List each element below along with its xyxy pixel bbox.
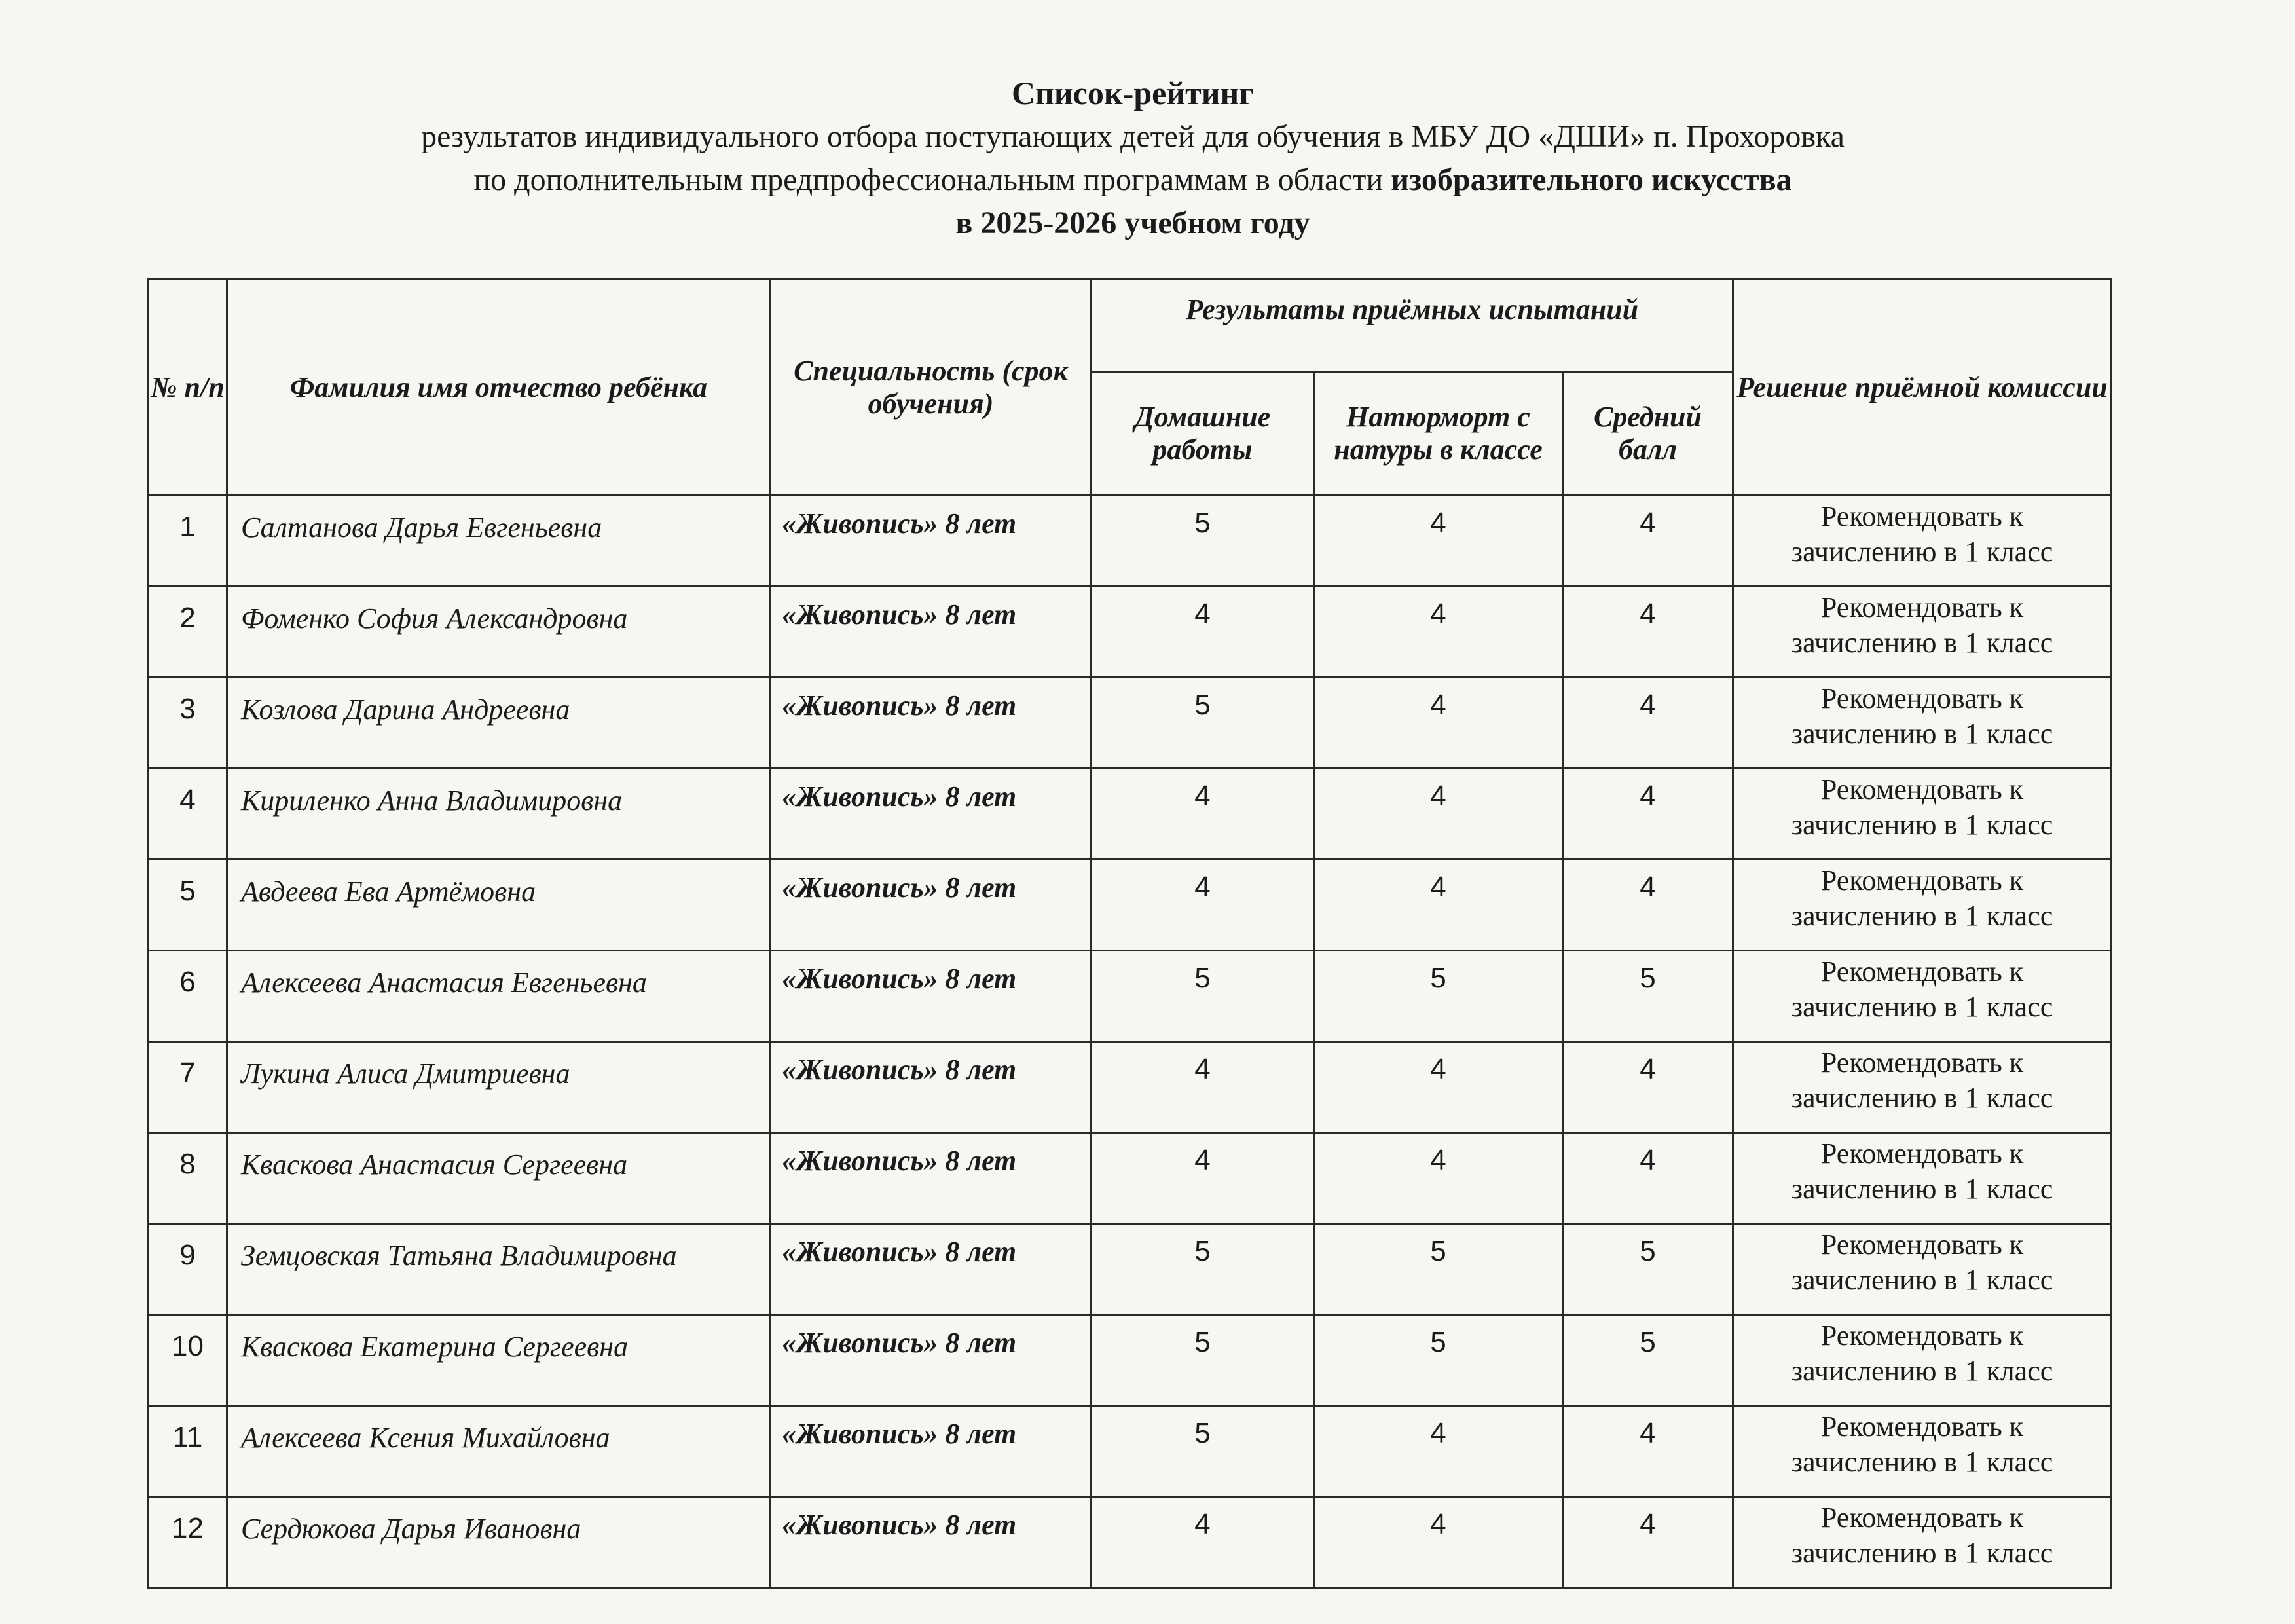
decision-line-1: Рекомендовать к — [1820, 864, 2024, 896]
heading-line-2-bold: изобразительного искусства — [1391, 162, 1792, 197]
header-name: Фамилия имя отчество ребёнка — [227, 280, 771, 496]
header-decision: Решение приёмной комиссии — [1733, 280, 2112, 496]
decision-line-1: Рекомендовать к — [1820, 1137, 2024, 1170]
cell-average: 4 — [1563, 587, 1733, 678]
cell-specialty: «Живопись» 8 лет — [771, 1315, 1092, 1406]
cell-name: Салтанова Дарья Евгеньевна — [227, 496, 771, 587]
cell-homework: 4 — [1092, 1042, 1314, 1133]
decision-line-1: Рекомендовать к — [1820, 1320, 2024, 1352]
cell-num: 11 — [149, 1406, 227, 1497]
cell-specialty: «Живопись» 8 лет — [771, 769, 1092, 860]
cell-average: 4 — [1563, 860, 1733, 951]
decision-line-2: зачислению в 1 класс — [1791, 1173, 2053, 1205]
decision-line-1: Рекомендовать к — [1820, 773, 2024, 805]
cell-num: 5 — [149, 860, 227, 951]
cell-still-life: 4 — [1314, 769, 1563, 860]
document-title: Список-рейтинг — [1011, 75, 1255, 111]
cell-name: Козлова Дарина Андреевна — [227, 678, 771, 769]
header-results: Результаты приёмных испытаний — [1092, 280, 1733, 372]
cell-homework: 4 — [1092, 860, 1314, 951]
cell-name: Земцовская Татьяна Владимировна — [227, 1224, 771, 1315]
cell-name: Лукина Алиса Дмитриевна — [227, 1042, 771, 1133]
cell-still-life: 5 — [1314, 951, 1563, 1042]
heading-line-2-regular: по дополнительным предпрофессиональным программам в области — [473, 162, 1391, 197]
table-row — [149, 678, 2112, 769]
decision-line-1: Рекомендовать к — [1820, 1502, 2024, 1534]
cell-still-life: 4 — [1314, 1497, 1563, 1588]
table-row — [149, 951, 2112, 1042]
header-homework: Домашние работы — [1092, 372, 1314, 496]
cell-average: 4 — [1563, 1406, 1733, 1497]
decision-line-2: зачислению в 1 класс — [1791, 536, 2053, 568]
table-row — [149, 587, 2112, 678]
table-row — [149, 1497, 2112, 1588]
decision-line-2: зачислению в 1 класс — [1791, 991, 2053, 1023]
cell-average: 5 — [1563, 951, 1733, 1042]
cell-decision — [1733, 496, 2112, 587]
cell-still-life: 5 — [1314, 1315, 1563, 1406]
cell-num: 3 — [149, 678, 227, 769]
cell-num: 7 — [149, 1042, 227, 1133]
decision-line-2: зачислению в 1 класс — [1791, 627, 2053, 659]
table-row — [149, 1042, 2112, 1133]
decision-line-1: Рекомендовать к — [1820, 1411, 2024, 1443]
header-row-1 — [149, 280, 2112, 372]
cell-homework: 4 — [1092, 769, 1314, 860]
cell-average: 4 — [1563, 678, 1733, 769]
cell-decision — [1733, 678, 2112, 769]
decision-line-1: Рекомендовать к — [1820, 682, 2024, 714]
cell-num: 1 — [149, 496, 227, 587]
cell-decision — [1733, 1133, 2112, 1224]
cell-average: 5 — [1563, 1315, 1733, 1406]
cell-average: 4 — [1563, 1497, 1733, 1588]
cell-still-life: 4 — [1314, 860, 1563, 951]
header-num: № п/п — [149, 280, 227, 496]
cell-average: 4 — [1563, 1133, 1733, 1224]
heading-line-3: в 2025-2026 учебном году — [955, 206, 1310, 240]
table-row — [149, 1224, 2112, 1315]
table-body — [149, 496, 2112, 1588]
cell-average: 4 — [1563, 1042, 1733, 1133]
decision-line-2: зачислению в 1 класс — [1791, 1355, 2053, 1387]
cell-num: 4 — [149, 769, 227, 860]
cell-average: 4 — [1563, 496, 1733, 587]
cell-homework: 4 — [1092, 1133, 1314, 1224]
cell-still-life: 4 — [1314, 1042, 1563, 1133]
cell-name: Кваскова Екатерина Сергеевна — [227, 1315, 771, 1406]
cell-still-life: 4 — [1314, 587, 1563, 678]
cell-average: 4 — [1563, 769, 1733, 860]
decision-line-2: зачислению в 1 класс — [1791, 1264, 2053, 1296]
cell-specialty: «Живопись» 8 лет — [771, 1224, 1092, 1315]
cell-still-life: 4 — [1314, 678, 1563, 769]
cell-name: Алексеева Анастасия Евгеньевна — [227, 951, 771, 1042]
header-specialty: Специальность (срок обучения) — [771, 280, 1092, 496]
cell-homework: 5 — [1092, 678, 1314, 769]
cell-specialty: «Живопись» 8 лет — [771, 860, 1092, 951]
cell-num: 6 — [149, 951, 227, 1042]
header-average: Средний балл — [1563, 372, 1733, 496]
cell-homework: 5 — [1092, 1224, 1314, 1315]
cell-num: 8 — [149, 1133, 227, 1224]
document-heading — [0, 71, 2266, 245]
cell-num: 12 — [149, 1497, 227, 1588]
cell-still-life: 5 — [1314, 1224, 1563, 1315]
table-row — [149, 1406, 2112, 1497]
cell-specialty: «Живопись» 8 лет — [771, 1133, 1092, 1224]
rating-table — [147, 278, 2112, 1589]
cell-name: Авдеева Ева Артёмовна — [227, 860, 771, 951]
decision-line-2: зачислению в 1 класс — [1791, 809, 2053, 841]
cell-name: Сердюкова Дарья Ивановна — [227, 1497, 771, 1588]
decision-line-2: зачислению в 1 класс — [1791, 1082, 2053, 1114]
cell-decision — [1733, 860, 2112, 951]
decision-line-2: зачислению в 1 класс — [1791, 718, 2053, 750]
cell-decision — [1733, 1315, 2112, 1406]
cell-homework: 4 — [1092, 1497, 1314, 1588]
cell-decision — [1733, 1406, 2112, 1497]
cell-homework: 5 — [1092, 951, 1314, 1042]
cell-homework: 5 — [1092, 1315, 1314, 1406]
cell-decision — [1733, 769, 2112, 860]
cell-name: Кириленко Анна Владимировна — [227, 769, 771, 860]
cell-decision — [1733, 1224, 2112, 1315]
decision-line-2: зачислению в 1 класс — [1791, 900, 2053, 932]
cell-num: 9 — [149, 1224, 227, 1315]
table-row — [149, 860, 2112, 951]
heading-line-2 — [0, 158, 2266, 202]
heading-line-1: результатов индивидуального отбора поступающих детей для обучения в МБУ ДО «ДШИ» п. Прохоровка — [421, 119, 1845, 154]
table-row — [149, 1315, 2112, 1406]
cell-still-life: 4 — [1314, 1406, 1563, 1497]
cell-specialty: «Живопись» 8 лет — [771, 951, 1092, 1042]
cell-specialty: «Живопись» 8 лет — [771, 1497, 1092, 1588]
cell-decision — [1733, 587, 2112, 678]
cell-num: 10 — [149, 1315, 227, 1406]
decision-line-2: зачислению в 1 класс — [1791, 1537, 2053, 1569]
cell-still-life: 4 — [1314, 496, 1563, 587]
cell-still-life: 4 — [1314, 1133, 1563, 1224]
cell-homework: 5 — [1092, 1406, 1314, 1497]
table-row — [149, 1133, 2112, 1224]
decision-line-1: Рекомендовать к — [1820, 1228, 2024, 1261]
cell-decision — [1733, 1497, 2112, 1588]
cell-name: Фоменко София Александровна — [227, 587, 771, 678]
cell-decision — [1733, 951, 2112, 1042]
cell-num: 2 — [149, 587, 227, 678]
cell-decision — [1733, 1042, 2112, 1133]
table-row — [149, 496, 2112, 587]
cell-name: Алексеева Ксения Михайловна — [227, 1406, 771, 1497]
cell-homework: 5 — [1092, 496, 1314, 587]
decision-line-1: Рекомендовать к — [1820, 955, 2024, 987]
cell-average: 5 — [1563, 1224, 1733, 1315]
cell-specialty: «Живопись» 8 лет — [771, 587, 1092, 678]
decision-line-1: Рекомендовать к — [1820, 500, 2024, 532]
decision-line-1: Рекомендовать к — [1820, 1046, 2024, 1079]
cell-specialty: «Живопись» 8 лет — [771, 1042, 1092, 1133]
decision-line-2: зачислению в 1 класс — [1791, 1446, 2053, 1478]
cell-specialty: «Живопись» 8 лет — [771, 496, 1092, 587]
cell-homework: 4 — [1092, 587, 1314, 678]
header-still-life: Натюрморт с натуры в классе — [1314, 372, 1563, 496]
decision-line-1: Рекомендовать к — [1820, 591, 2024, 623]
cell-name: Кваскова Анастасия Сергеевна — [227, 1133, 771, 1224]
cell-specialty: «Живопись» 8 лет — [771, 678, 1092, 769]
table-row — [149, 769, 2112, 860]
cell-specialty: «Живопись» 8 лет — [771, 1406, 1092, 1497]
